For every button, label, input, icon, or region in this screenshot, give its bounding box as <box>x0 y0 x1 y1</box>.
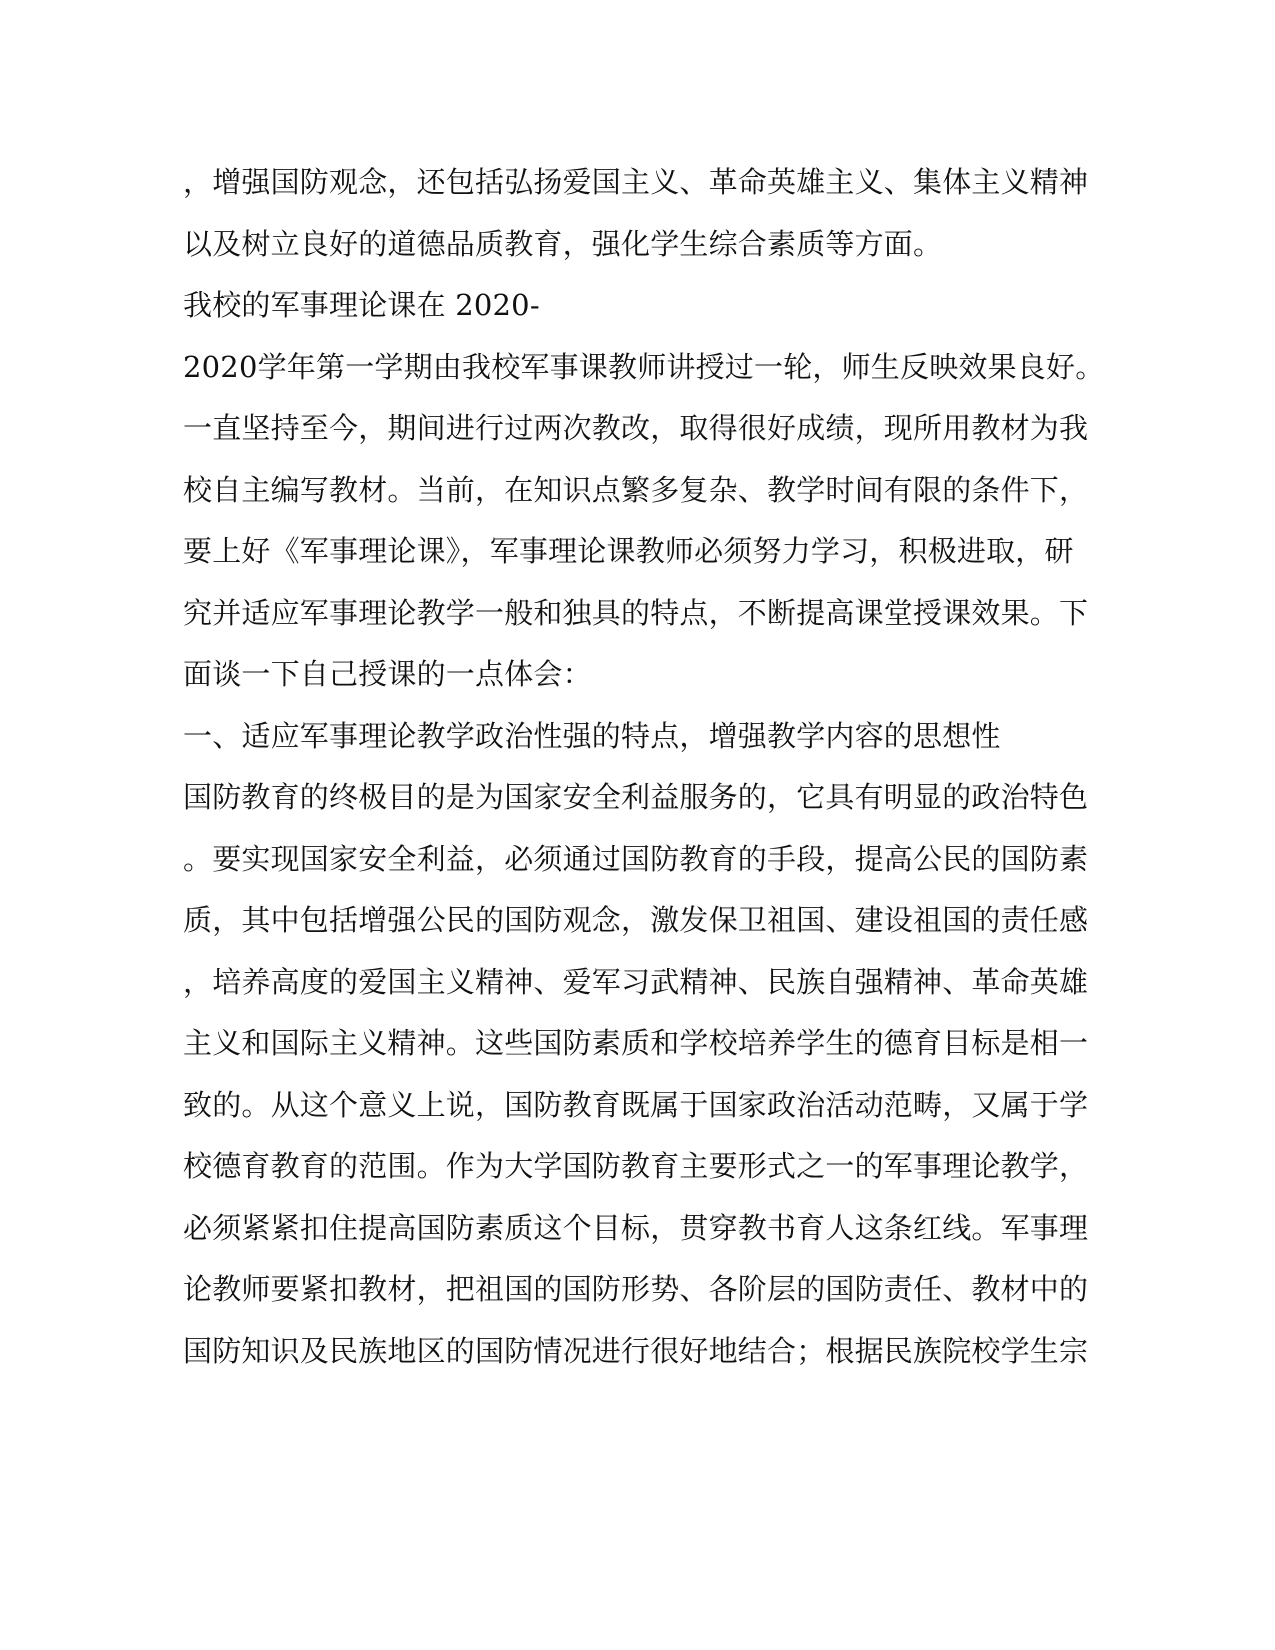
text-line: 质，其中包括增强公民的国防观念，激发保卫祖国、建设祖国的责任感 <box>183 903 1089 937</box>
text-line: 我校的军事理论课在 2020- <box>183 288 540 322</box>
text-line: 究并适应军事理论教学一般和独具的特点，不断提高课堂授课效果。下 <box>183 596 1089 630</box>
text-line: 国防教育的终极目的是为国家安全利益服务的，它具有明显的政治特色 <box>183 780 1089 814</box>
text-line: 校德育教育的范围。作为大学国防教育主要形式之一的军事理论教学， <box>183 1149 1089 1183</box>
text-line: 校自主编写教材。当前，在知识点繁多复杂、教学时间有限的条件下， <box>183 473 1089 507</box>
text-line: 国防知识及民族地区的国防情况进行很好地结合；根据民族院校学生宗 <box>183 1334 1089 1368</box>
text-line: 要上好《军事理论课》，军事理论课教师必须努力学习，积极进取，研 <box>183 534 1074 568</box>
text-line: 2020学年第一学期由我校军事课教师讲授过一轮，师生反映效果良好。 <box>183 350 1105 384</box>
text-line: 论教师要紧扣教材，把祖国的国防形势、各阶层的国防责任、教材中的 <box>183 1272 1089 1306</box>
text-line: 面谈一下自己授课的一点体会： <box>183 657 592 691</box>
text-line: 一直坚持至今，期间进行过两次教改，取得很好成绩，现所用教材为我 <box>183 411 1089 445</box>
text-line: 主义和国际主义精神。这些国防素质和学校培养学生的德育目标是相一 <box>183 1026 1089 1060</box>
text-line: 致的。从这个意义上说，国防教育既属于国家政治活动范畴，又属于学 <box>183 1088 1089 1122</box>
text-line: 。要实现国家安全利益，必须通过国防教育的手段，提高公民的国防素 <box>183 842 1089 876</box>
text-line: 必须紧紧扣住提高国防素质这个目标，贯穿教书育人这条红线。军事理 <box>183 1211 1089 1245</box>
text-line: ，增强国防观念，还包括弘扬爱国主义、革命英雄主义、集体主义精神 <box>183 165 1089 199</box>
text-line: ，培养高度的爱国主义精神、爱军习武精神、民族自强精神、革命英雄 <box>183 965 1089 999</box>
section-heading: 一、适应军事理论教学政治性强的特点，增强教学内容的思想性 <box>183 719 1001 753</box>
text-line: 以及树立良好的道德品质教育，强化学生综合素质等方面。 <box>183 227 943 261</box>
